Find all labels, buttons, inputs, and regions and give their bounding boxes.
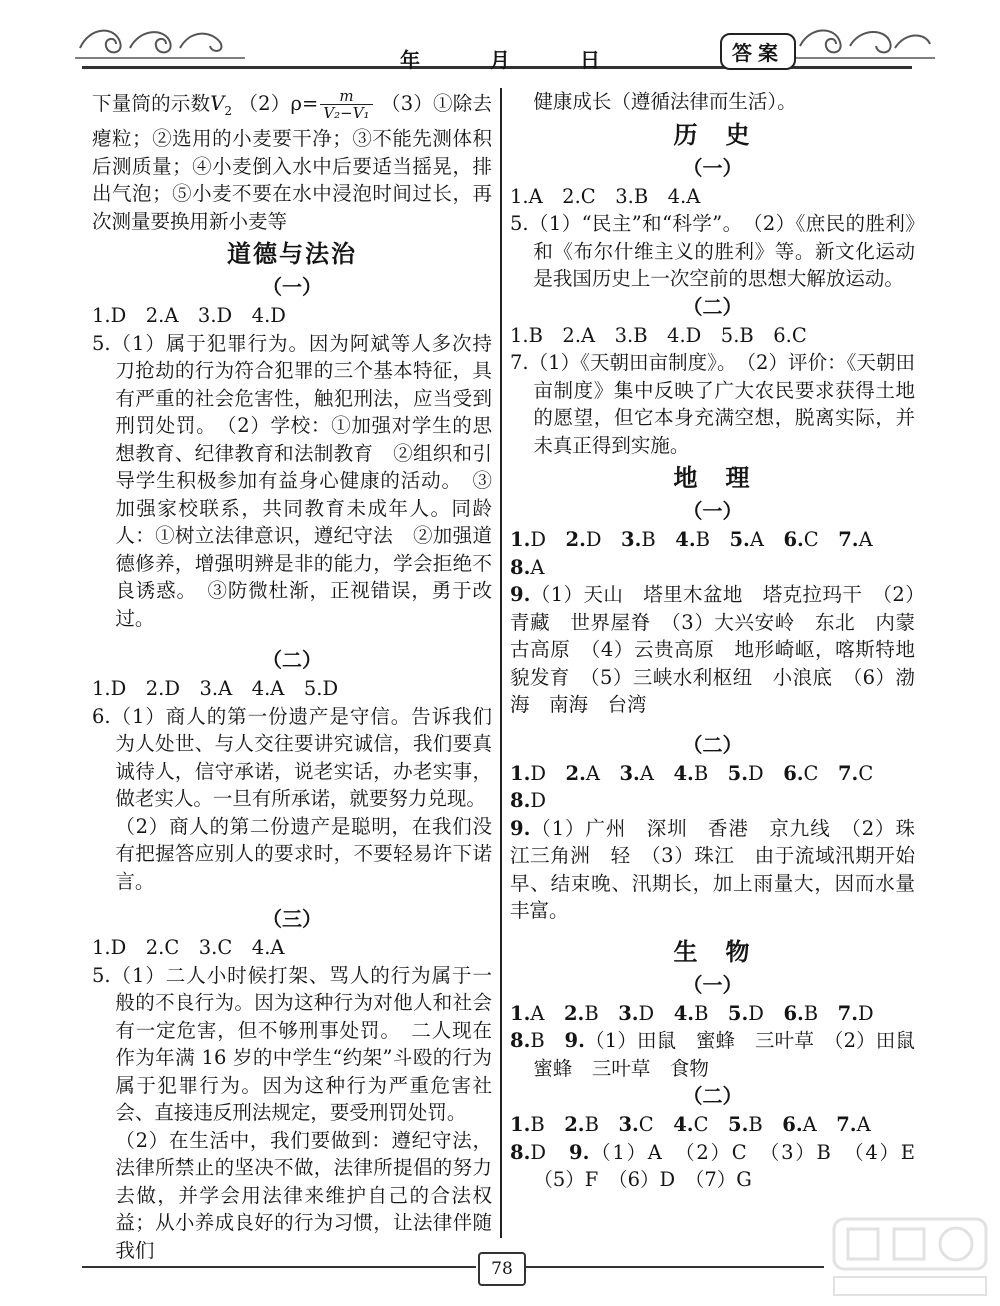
answer-value: B — [695, 528, 710, 551]
scroll-ornament-icon — [70, 18, 250, 62]
date-line — [400, 44, 600, 73]
answer-paragraph: 6.（1）商人的第一份遗产是守信。告诉我们为人处世、与人交往要讲究诚信，我们要真诚待人，信守承诺，说老实话，办老实事，做老实人。一旦有所承诺，就要努力兑现。 — [92, 704, 492, 811]
answer-value: （1）天山 塔里木盆地 塔克拉玛干 （2）青藏 世界屋脊 （3）大兴安岭 东北 内蒙古高原 （4）云贵高原 地形崎岖，喀斯特地貌发育 （5）三峡水利枢纽 小浪底 （6）渤海 南海 台湾 — [510, 583, 915, 716]
question-number: 3. — [621, 528, 642, 551]
question-number: 5. — [729, 528, 750, 551]
question-number: 1. — [510, 528, 531, 551]
answer-value: D — [638, 1001, 655, 1025]
answer-value: D — [530, 528, 546, 551]
answer-paragraph — [510, 1139, 935, 1194]
answer-line — [510, 1111, 915, 1139]
page-number: 78 — [478, 1252, 526, 1286]
answer-value: D — [748, 1001, 764, 1025]
question-number: 2. — [563, 1001, 585, 1025]
subject-title: 历 史 — [673, 120, 752, 149]
answer-value: （1）田鼠 蜜蜂 三叶草 （2）田鼠 蜜蜂 三叶草 食物 — [533, 1029, 935, 1080]
answer-line — [510, 1000, 915, 1028]
question-number: 3. — [619, 761, 640, 785]
question-number: 8. — [510, 1029, 531, 1052]
fraction-denominator: V₂−V₁ — [323, 104, 370, 122]
question-number: 5. — [727, 761, 749, 785]
answer-value: B — [584, 1113, 599, 1136]
question-number: 5. — [727, 1001, 749, 1025]
answer-line: 1.A 2.C 3.B 4.A — [510, 184, 701, 208]
column-divider — [500, 88, 502, 1238]
section-title: （一） — [682, 499, 743, 523]
answer-value: A — [639, 761, 654, 785]
question-number: 7. — [837, 761, 859, 785]
answer-value: A — [858, 528, 873, 551]
question-number: 4. — [673, 1113, 694, 1136]
var-sub: 2 — [224, 103, 233, 118]
answer-value: D — [585, 528, 602, 551]
question-number: 8. — [510, 789, 531, 812]
question-number: 1. — [510, 761, 531, 785]
answer-paragraph: 7.（1）《天朝田亩制度》。 （2）评价：《天朝田亩制度》集中反映了广大农民要求获得土地的愿望，但它本身充满空想，脱离实际，并未真正得到实施。 — [510, 351, 915, 457]
question-number: 6. — [783, 761, 804, 785]
answer-value: B — [530, 1113, 545, 1136]
question-number: 3. — [618, 1113, 639, 1136]
text-span: （3）①除 — [381, 92, 473, 115]
answer-line: 1.B 2.A 3.B 4.D 5.B 6.C — [510, 323, 807, 347]
answer-value: （1）A （2）C （3）B （4）E （5）F （6）D （7）G — [533, 1140, 935, 1191]
scroll-ornament-icon — [790, 18, 940, 62]
subject-title: 道德与法治 — [227, 240, 357, 269]
answer-value: C — [803, 528, 819, 551]
question-number: 1. — [510, 1113, 531, 1136]
page-header — [0, 0, 1000, 90]
answer-value: A — [802, 1113, 817, 1136]
answer-value: C — [858, 761, 874, 785]
answer-value: C — [693, 1113, 709, 1136]
answer-seal-watermark-icon — [830, 1215, 990, 1300]
answer-line — [510, 554, 915, 582]
section-title: （一） — [682, 155, 743, 180]
day-label: 日 — [580, 48, 600, 72]
question-number: 7. — [837, 1001, 859, 1025]
answer-value: D — [748, 761, 764, 785]
answer-line — [510, 526, 915, 554]
answer-continued: 健康成长（遵循法律而生活）。 — [533, 90, 797, 113]
left-column — [92, 88, 492, 1264]
section-title: （二） — [262, 648, 322, 673]
footer-rule-left — [82, 1266, 476, 1268]
answer-line: 1.D 2.C 3.C 4.A — [92, 936, 285, 960]
answer-value: C — [803, 761, 819, 785]
subject-title: 生 物 — [673, 937, 752, 966]
question-number: 7. — [838, 528, 859, 551]
physics-answer-line — [92, 88, 492, 235]
section-title: （一） — [262, 275, 322, 300]
var-v: V — [210, 92, 225, 115]
question-number: 9. — [569, 1140, 590, 1164]
answer-value: B — [530, 1029, 545, 1052]
answer-value: B — [694, 1001, 709, 1025]
answer-paragraph: 5.（1）二人小时候打架、骂人的行为属于一般的不良行为。因为这种行为对他人和社会有一定危害，但不够刑事处罚。 二人现在作为年满 16 岁的中学生“约架”斗殴的行为属于犯罪行为。因为这种行为严重危害社会、直接违反刑法规定，要受刑罚处罚。 — [92, 963, 492, 1125]
text-span: （2）ρ= — [238, 92, 319, 115]
answer-value: A — [749, 528, 764, 551]
question-number: 4. — [673, 761, 694, 785]
answer-paragraph — [510, 581, 915, 719]
answer-paragraph: （2）在生活中，我们要做到：遵纪守法，法律所禁止的坚决不做，法律所提倡的努力去做，并学会用法律来维护自己的合法权益；从小养成良好的行为习惯，让法律伴随我们 — [115, 1128, 492, 1262]
answer-value: A — [530, 555, 545, 579]
question-number: 6. — [783, 528, 804, 551]
question-number: 2. — [565, 761, 586, 785]
physics-answer-rest: 去瘪粒；②选用的小麦要干净；③不能先测体积后测质量；④小麦倒入水中后要适当摇晃，排出气泡；⑤小麦不要在水中浸泡时间过长，再次测量要换用新小麦等 — [92, 92, 492, 233]
answer-line — [510, 787, 915, 815]
question-number: 9. — [564, 1029, 585, 1052]
answer-value: C — [638, 1113, 654, 1136]
answer-value: D — [858, 1001, 874, 1025]
answer-value: （1）广州 深圳 香港 京九线 （2）珠江三角洲 轻 （3）珠江 由于流域汛期开始早、结束晚、汛期长，加上雨量大，因而水量丰富。 — [510, 816, 915, 922]
answer-line: 1.D 2.A 3.D 4.D — [92, 304, 286, 328]
answer-value: B — [748, 1113, 763, 1136]
answer-line — [510, 760, 915, 788]
question-number: 9. — [510, 583, 531, 606]
footer-rule-right — [524, 1266, 824, 1268]
question-number: 4. — [673, 1001, 695, 1025]
answer-value: B — [803, 1001, 819, 1025]
question-number: 6. — [783, 1001, 804, 1025]
month-label: 月 — [490, 48, 510, 72]
subject-title: 地 理 — [673, 464, 752, 492]
section-title: （三） — [262, 907, 322, 932]
answer-value: B — [584, 1001, 599, 1025]
question-number: 9. — [510, 816, 531, 840]
answer-value: B — [693, 761, 709, 785]
answer-value: D — [530, 761, 546, 785]
answer-value: A — [530, 1001, 545, 1025]
section-title: （二） — [682, 1084, 743, 1108]
answer-paragraph: 5.（1）“民主”和“科学”。 （2）《庶民的胜利》和《布尔什维主义的胜利》等。新文化运动是我国历史上一次空前的思想大解放运动。 — [510, 212, 915, 290]
answer-badge: 答案 — [720, 33, 796, 70]
answer-paragraph: 5.（1）属于犯罪行为。因为阿斌等人多次持刀抢劫的行为符合犯罪的三个基本特征，具有严重的社会危害性，触犯刑法，应当受到刑罚处罚。 （2）学校：①加强对学生的思想教育、纪律教育和法制教育 ②组织和引导学生积极参加有益身心健康的活动。 ③加强家校联系，共同教育未成年人。同龄人：①树立法律意识，遵纪守法 ②加强道德修养，增强明辨是非的能力，学会拒绝不良诱惑。 ③防微杜渐，正视错误，勇于改过。 — [92, 331, 492, 630]
question-number: 8. — [510, 555, 531, 579]
question-number: 1. — [510, 1001, 531, 1025]
answer-value: A — [585, 761, 600, 785]
answer-value: A — [856, 1113, 871, 1136]
answer-line: 1.D 2.D 3.A 4.A 5.D — [92, 677, 339, 701]
question-number: 2. — [565, 528, 586, 551]
answer-value: D — [530, 1140, 546, 1164]
question-number: 3. — [618, 1001, 639, 1025]
question-number: 6. — [782, 1113, 803, 1136]
section-title: （二） — [682, 732, 743, 757]
question-number: 8. — [510, 1140, 531, 1164]
text-span: 下量筒的示数 — [92, 92, 211, 115]
fraction-numerator: m — [320, 88, 372, 105]
right-column — [510, 88, 935, 1194]
answer-value: D — [530, 789, 546, 812]
answer-paragraph — [510, 815, 915, 925]
section-title: （二） — [682, 294, 743, 319]
answer-value: B — [641, 528, 656, 551]
question-number: 7. — [836, 1113, 857, 1136]
question-number: 2. — [564, 1113, 585, 1136]
answer-paragraph: （2）商人的第二份遗产是聪明，在我们没有把握答应别人的要求时，不要轻易许下诺言。 — [115, 814, 492, 893]
density-fraction — [320, 88, 372, 121]
question-number: 5. — [728, 1113, 749, 1136]
year-label: 年 — [400, 48, 420, 72]
question-number: 4. — [675, 528, 696, 551]
answer-paragraph — [510, 1027, 935, 1082]
section-title: （一） — [682, 972, 743, 997]
